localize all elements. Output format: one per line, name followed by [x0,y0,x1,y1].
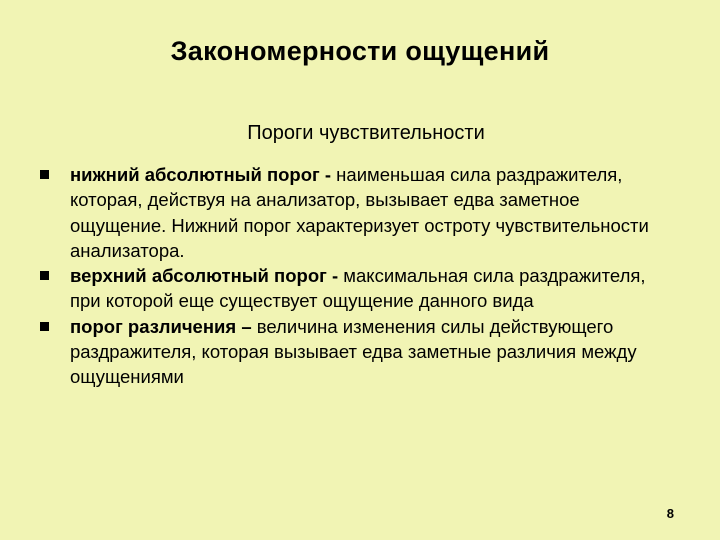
square-bullet-icon [40,322,49,331]
page-number: 8 [666,506,674,521]
bullet-text: наименьшая сила раздражителя, которая, действуя на анализатор, вызывает едва заметное ощущение. Нижний порог характеризует остроту чувствительности анализатора. [70,164,649,261]
square-bullet-icon [40,271,49,280]
bullet-item-difference-threshold [40,314,680,390]
bullet-term: верхний абсолютный порог - [70,265,339,287]
bullet-term: нижний абсолютный порог - [70,164,332,185]
slide-title: Закономерности ощущений [170,36,550,66]
bullet-item-lower-threshold [40,162,680,263]
bullet-term: порог различения – [70,315,252,337]
slide-subtitle: Пороги чувствительности [247,122,485,144]
bullet-text: максимальная сила раздражителя, при которой еще существует ощущение данного вида [70,265,646,312]
square-bullet-icon [40,170,49,179]
bullet-item-upper-threshold [40,263,680,314]
bullet-text: величина изменения силы действующего раздражителя, которая вызывает едва заметные различия между ощущениями [70,315,637,388]
bullet-list [40,162,680,390]
